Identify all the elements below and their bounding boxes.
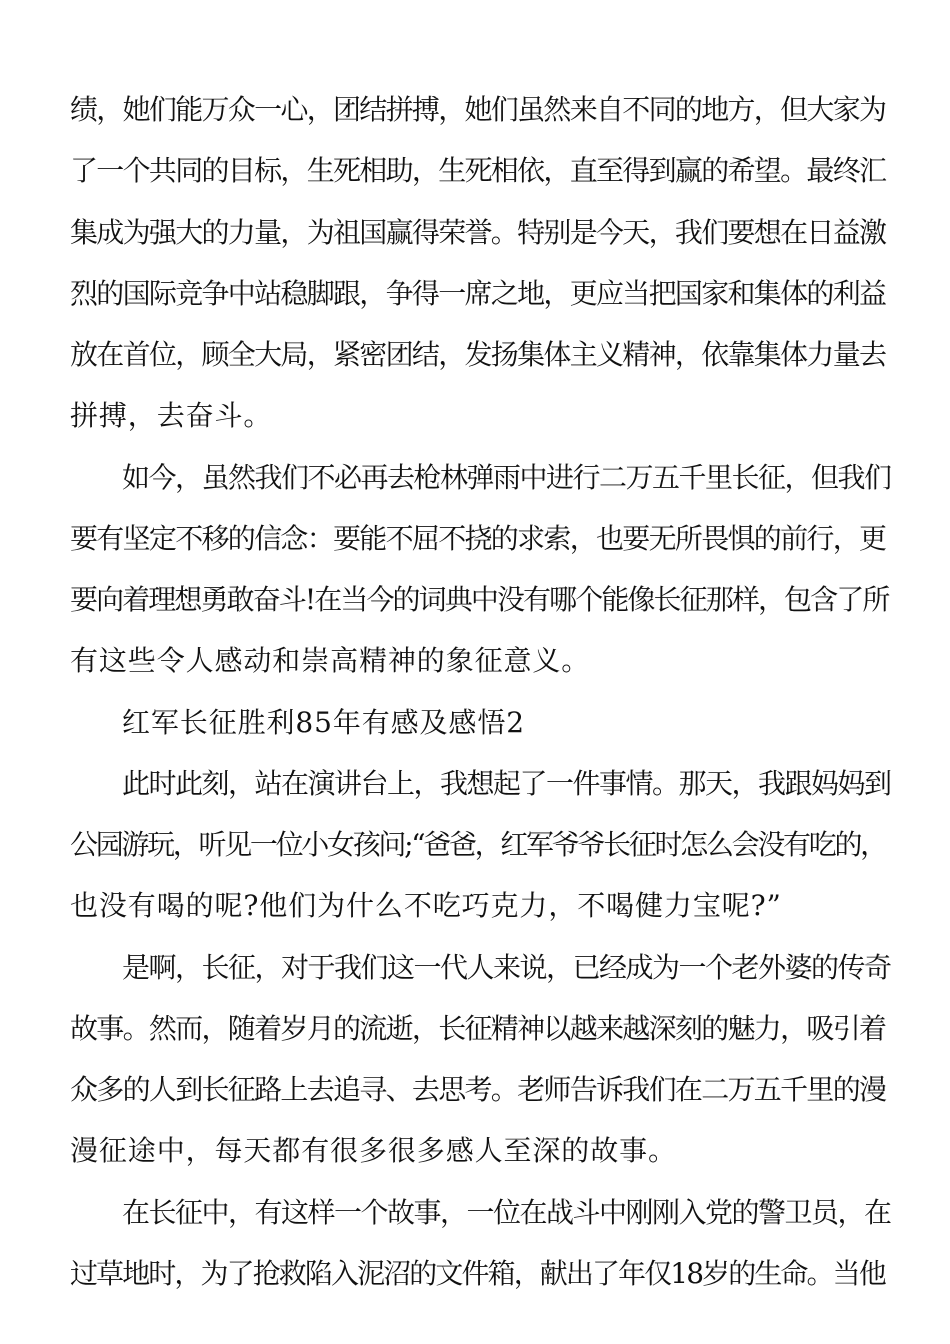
text-line: 绩，她们能万众一心，团结拼搏，她们虽然来自不同的地方，但大家为 xyxy=(70,93,886,126)
text-line: 要向着理想勇敢奋斗!在当今的词典中没有哪个能像长征那样，包含了所 xyxy=(70,583,889,616)
text-line: 集成为强大的力量，为祖国赢得荣誉。特别是今天，我们要想在日益激 xyxy=(70,216,886,249)
paragraph-first-line: 是啊，长征，对于我们这一代人来说，已经成为一个老外婆的传奇 xyxy=(122,951,891,984)
text-line: 了一个共同的目标，生死相助，生死相依，直至得到赢的希望。最终汇 xyxy=(70,154,886,187)
text-line: 漫征途中，每天都有很多很多感人至深的故事。 xyxy=(70,1134,677,1167)
paragraph-first-line: 如今，虽然我们不必再去枪林弹雨中进行二万五千里长征，但我们 xyxy=(122,461,891,494)
paragraph-first-line: 在长征中，有这样一个故事，一位在战斗中刚刚入党的警卫员，在 xyxy=(122,1196,891,1229)
text-line: 公园游玩，听见一位小女孩问;“爸爸，红军爷爷长征时怎么会没有吃的， xyxy=(70,828,886,861)
text-line: 放在首位，顾全大局，紧密团结，发扬集体主义精神，依靠集体力量去 xyxy=(70,338,886,371)
text-line: 要有坚定不移的信念：要能不屈不挠的求索，也要无所畏惧的前行，更 xyxy=(70,522,886,555)
text-line: 故事。然而，随着岁月的流逝，长征精神以越来越深刻的魅力，吸引着 xyxy=(70,1012,886,1045)
text-line: 过草地时，为了抢救陷入泥沼的文件箱，献出了年仅18岁的生命。当他 xyxy=(70,1257,885,1290)
text-line: 烈的国际竞争中站稳脚跟，争得一席之地，更应当把国家和集体的利益 xyxy=(70,277,886,310)
section-heading: 红军长征胜利85年有感及感悟2 xyxy=(122,706,525,739)
text-line: 拼搏，去奋斗。 xyxy=(70,399,273,432)
text-line: 众多的人到长征路上去追寻、去思考。老师告诉我们在二万五千里的漫 xyxy=(70,1073,886,1106)
text-line: 也没有喝的呢?他们为什么不吃巧克力，不喝健力宝呢?” xyxy=(70,889,782,922)
text-line: 有这些令人感动和崇高精神的象征意义。 xyxy=(70,644,591,677)
paragraph-first-line: 此时此刻，站在演讲台上，我想起了一件事情。那天，我跟妈妈到 xyxy=(122,767,891,800)
